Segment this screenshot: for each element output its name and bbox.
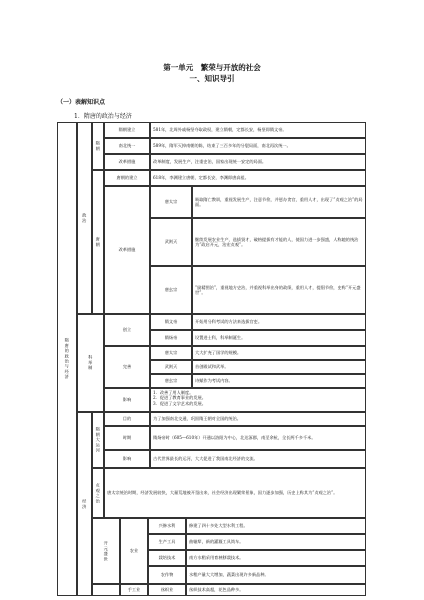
agriculture-value-tools: 曲辕犁，新的灌溉工具筒车。 bbox=[186, 534, 366, 550]
keju-creation-label: 创立 bbox=[104, 314, 150, 346]
agriculture-label: 农业 bbox=[120, 518, 148, 584]
keju-influence-item: 2．促进了教育事业的发展。 bbox=[153, 395, 206, 401]
sui-founding-value: 581年，北周外戚杨坚夺取政权，建立隋朝，定都长安，杨坚即隋文帝。 bbox=[150, 122, 366, 138]
canal-purpose-key: 目的 bbox=[104, 412, 150, 426]
canal-period-value: 隋炀帝时（605—610年）开通以洛阳为中心，北达涿郡，南至余杭，全长两千多千米。 bbox=[150, 426, 366, 450]
sui-reform-key: 改革措施 bbox=[104, 154, 150, 170]
agriculture-value-cultivation: 南方水稻采用育秧移栽技术。 bbox=[186, 550, 366, 566]
keju-improve-value-taizong: 大大扩充了国学的规模。 bbox=[192, 346, 366, 360]
tang-reform-value-taizong: 吸取隋亡教训，重视发展生产，注意节俭，并惩办贪官，重用人才，出现了“贞观之治”的局面。 bbox=[192, 186, 366, 218]
tang-reform-value-wuzetian: 继续发展农业生产，选拔贤才，破格提拔有才能的人，使国力进一步强盛，人称她的统治为“政启开元，治宏贞观”。 bbox=[192, 218, 366, 266]
canal-label: 隋朝大运河 bbox=[95, 427, 101, 453]
agriculture-key-cultivation: 栽培技术 bbox=[148, 550, 186, 566]
keju-improve-value-wuzetian: 首创殿试和武举。 bbox=[192, 360, 366, 374]
zhenguan-label-cell bbox=[92, 468, 104, 518]
politics-label: 政治 bbox=[82, 212, 88, 224]
tang-label: 唐朝 bbox=[95, 236, 101, 248]
sui-unification-key: 南北统一 bbox=[104, 138, 150, 154]
zhenguan-label: 贞观之治 bbox=[95, 482, 101, 504]
tang-founding-key: 唐朝的建立 bbox=[104, 170, 150, 186]
tang-reform-key-xuanzong: 唐玄宗 bbox=[150, 266, 192, 314]
keju-creation-value-yangdi: 设置进士科，科举制诞生。 bbox=[192, 330, 366, 346]
economy-label-cell bbox=[77, 412, 92, 596]
tang-reform-label: 改革措施 bbox=[104, 186, 150, 314]
handicraft-label: 手工业 bbox=[120, 584, 148, 596]
canal-influence-key: 影响 bbox=[104, 450, 150, 468]
sui-unification-value: 589年，隋军灭掉南朝的陈，结束了三百多年的分裂局面，南北再次统一。 bbox=[150, 138, 366, 154]
canal-influence-value: 古代世界最长的运河，大大促进了我国南北经济的交流。 bbox=[150, 450, 366, 468]
keju-influence-list bbox=[150, 388, 366, 412]
tang-reform-value-xuanzong: “励精图治”，重视地方史治，并重视科举出身的政绩，重用人才，提倡节俭，史称“开元盛世”。 bbox=[192, 266, 366, 314]
keju-creation-key-wendi: 隋文帝 bbox=[150, 314, 192, 330]
agriculture-key-crops: 农作物 bbox=[148, 566, 186, 584]
keju-creation-key-yangdi: 隋炀帝 bbox=[150, 330, 192, 346]
canal-label-cell bbox=[92, 412, 104, 468]
tang-reform-key-wuzetian: 武则天 bbox=[150, 218, 192, 266]
kaiyuan-label: 开元盛世 bbox=[103, 540, 109, 562]
tang-label-cell bbox=[92, 170, 104, 314]
section-title: 一、知识导引 bbox=[189, 74, 235, 83]
agriculture-value-irrigation: 修建了四十多处大型水利工程。 bbox=[186, 518, 366, 534]
keju-improve-key-taizong: 唐太宗 bbox=[150, 346, 192, 360]
canal-period-key: 时期 bbox=[104, 426, 150, 450]
economy-label: 经济 bbox=[82, 498, 88, 510]
sui-label-cell bbox=[92, 122, 104, 170]
subsection-heading: 1．隋唐的政治与经济 bbox=[74, 113, 132, 120]
section-heading: （一）表解知识点 bbox=[57, 99, 106, 106]
sui-founding-key: 隋朝建立 bbox=[104, 122, 150, 138]
tang-reform-key-taizong: 唐太宗 bbox=[150, 186, 192, 218]
canal-purpose-value: 为了加强南北交通，巩固隋王朝对全国的统治。 bbox=[150, 412, 366, 426]
kaiyuan-continuation-cell bbox=[92, 584, 120, 596]
keju-improve-label: 完善 bbox=[104, 346, 150, 388]
main-label-cell bbox=[57, 122, 77, 596]
zhenguan-text: 唐太宗统治时期，经济发展较快，大量荒地被开垦出来，社会经济出现繁荣景象，国力逐步加强，历史上称其为“贞观之治”。 bbox=[104, 468, 366, 518]
keju-improve-value-xuanzong: 诗赋作为考试内容。 bbox=[192, 374, 366, 388]
keju-label: 科举制 bbox=[88, 355, 94, 371]
politics-label-cell bbox=[77, 122, 92, 314]
sui-reform-value: 改革制度，发展生产，注重史治，国家出现统一安定的局面。 bbox=[150, 154, 366, 170]
keju-label-cell bbox=[77, 314, 104, 412]
agriculture-value-crops: 水稻产量大大增加，蔬菜出现许多新品种。 bbox=[186, 566, 366, 584]
keju-creation-value-wendi: 开始用分科考试的方法来选拔官吏。 bbox=[192, 314, 366, 330]
keju-influence-item: 1．改善了用人制度。 bbox=[153, 390, 194, 395]
unit-title: 第一单元 繁荣与开放的社会 bbox=[163, 63, 261, 72]
keju-improve-key-wuzetian: 武则天 bbox=[150, 360, 192, 374]
main-label: 隋唐的政治与经济 bbox=[64, 338, 70, 380]
kaiyuan-label-cell bbox=[92, 518, 120, 584]
agriculture-key-tools: 生产工具 bbox=[148, 534, 186, 550]
handicraft-key-silk: 丝织业 bbox=[148, 584, 186, 596]
agriculture-key-irrigation: 兴修水利 bbox=[148, 518, 186, 534]
keju-influence-item: 3．促进了文学艺术的发展。 bbox=[153, 400, 206, 406]
tang-founding-value: 618年，李渊建立唐朝，定都长安，李渊即唐高祖。 bbox=[150, 170, 366, 186]
keju-influence-label: 影响 bbox=[104, 388, 150, 412]
handicraft-value-silk: 丝织技术高超，花色品种多。 bbox=[186, 584, 366, 596]
keju-improve-key-xuanzong: 唐玄宗 bbox=[150, 374, 192, 388]
sui-label: 隋朝 bbox=[95, 140, 101, 152]
